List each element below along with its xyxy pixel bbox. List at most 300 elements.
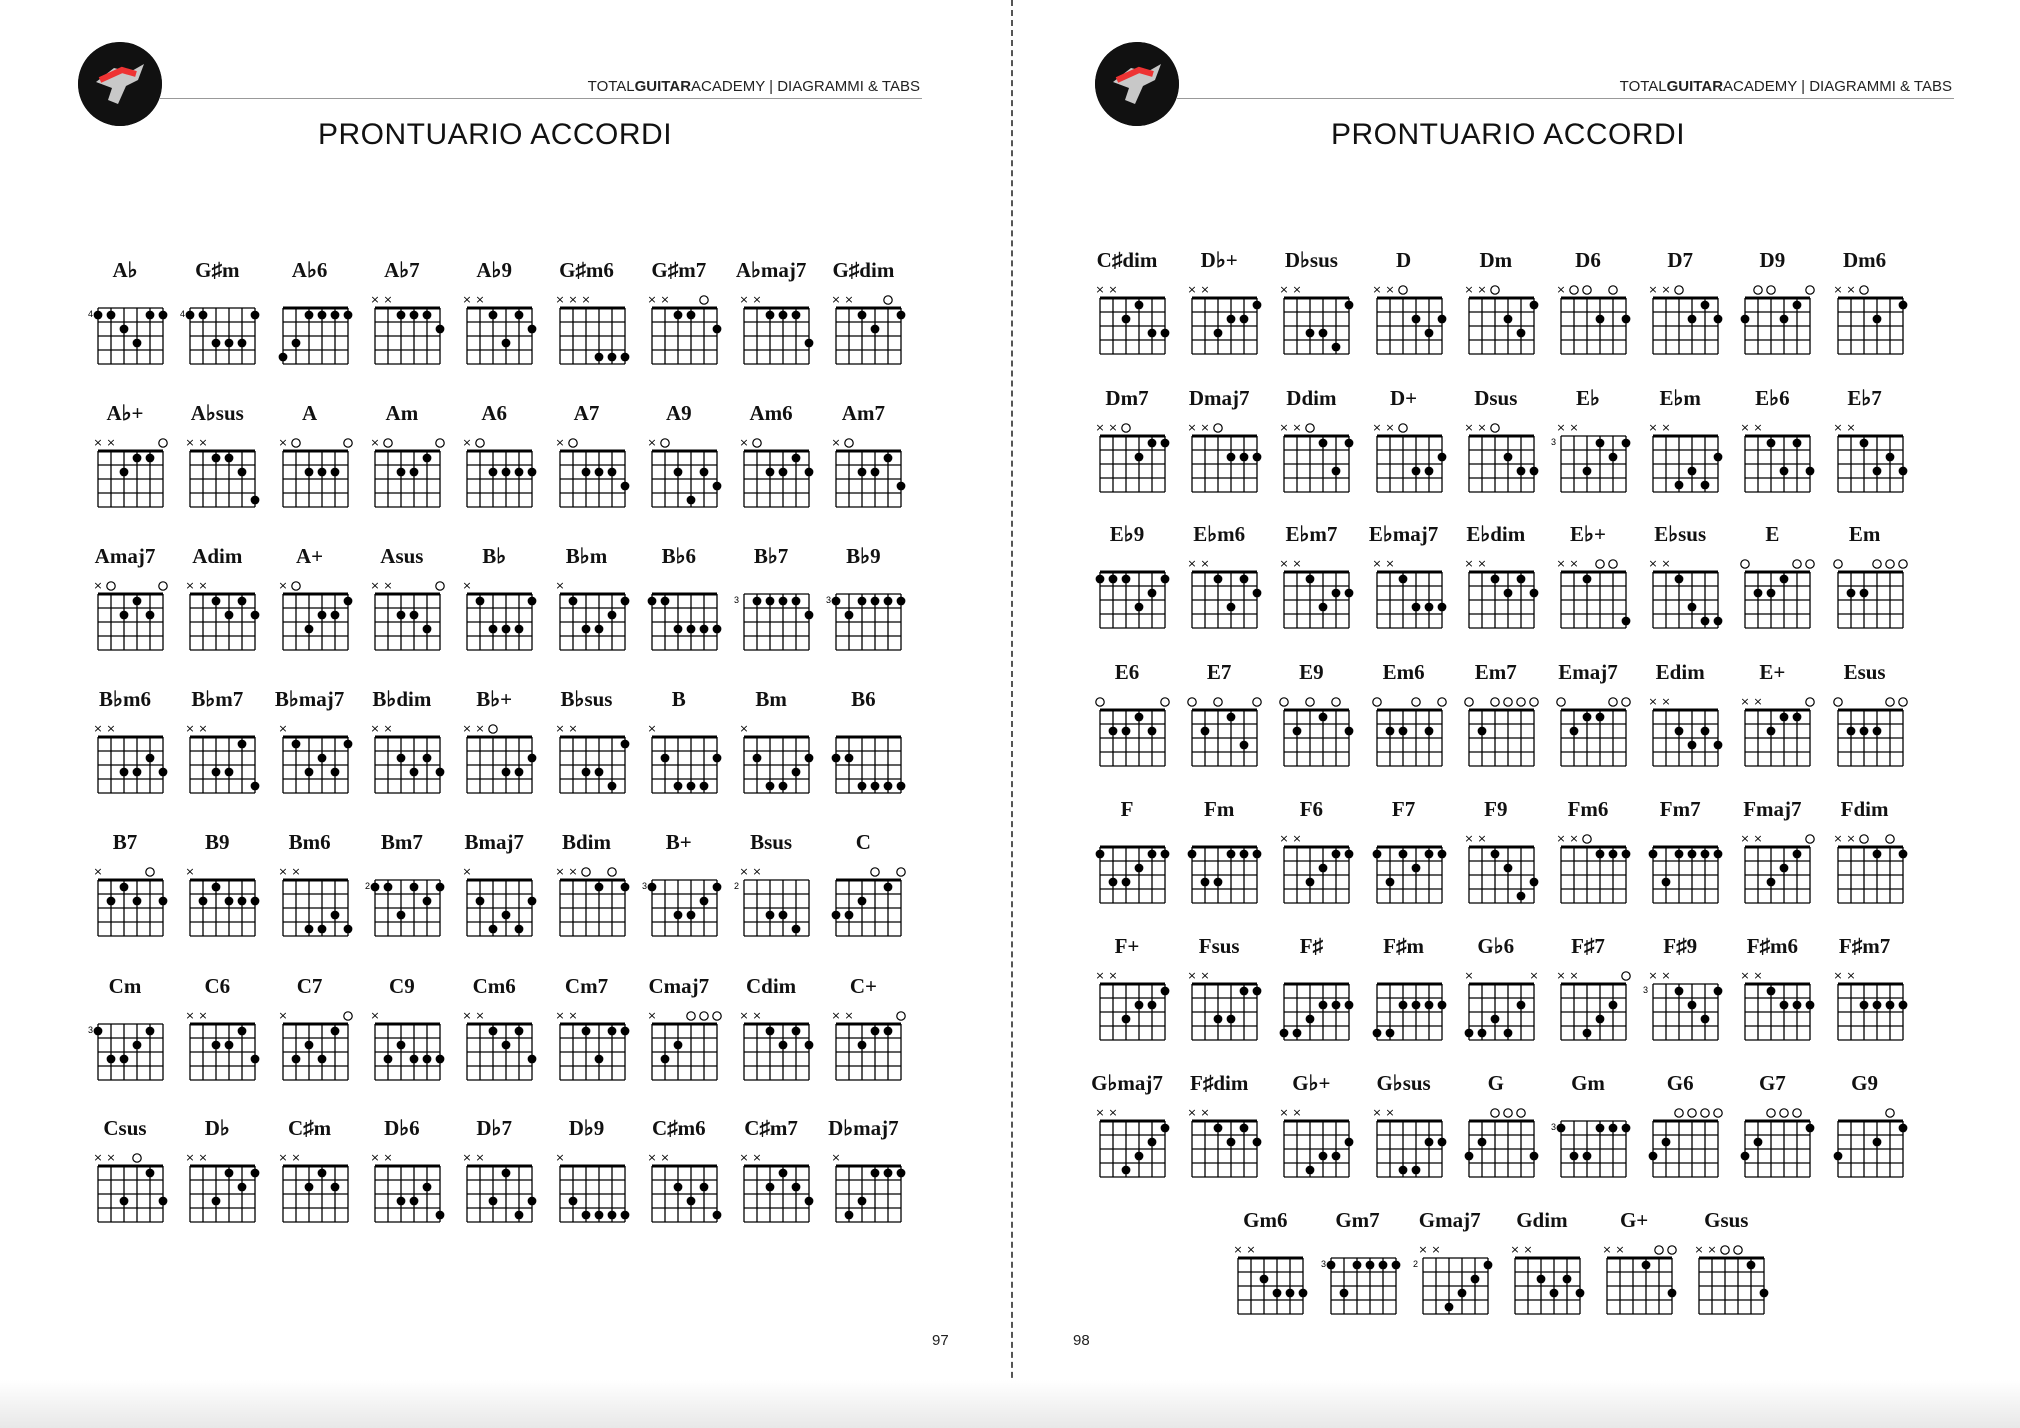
muted-string-mark: × (277, 436, 288, 449)
muted-string-mark: × (1661, 695, 1671, 708)
chord-fretboard (634, 715, 724, 815)
finger-dot (712, 625, 721, 634)
muted-string-mark: × (1095, 421, 1105, 434)
finger-dot (1352, 1261, 1361, 1270)
open-string-mark (1609, 560, 1617, 568)
muted-string-mark: × (831, 293, 841, 306)
chord-diagram (1635, 1071, 1725, 1201)
finger-dot (1437, 1138, 1446, 1147)
muted-string-mark: × (1279, 832, 1289, 845)
muted-string-mark: × (185, 1009, 195, 1022)
chord-fretboard (1635, 688, 1725, 788)
finger-dot (1372, 1029, 1381, 1038)
muted-string-mark: × (1661, 283, 1671, 296)
finger-dot (251, 496, 260, 505)
chord-diagram (726, 687, 816, 817)
finger-dot (1793, 1001, 1802, 1010)
chord-fretboard (1405, 1236, 1495, 1336)
open-string-mark (1253, 698, 1261, 706)
chord-diagram (357, 258, 447, 388)
chord-fretboard (1543, 825, 1633, 925)
finger-dot (1319, 603, 1328, 612)
header-brand (588, 78, 920, 95)
finger-dot (1398, 1001, 1407, 1010)
chord-diagram (726, 830, 816, 960)
finger-dot (396, 1197, 405, 1206)
chord-name: G♭maj7 (1091, 1071, 1163, 1095)
chord-diagram (1082, 522, 1172, 652)
chord-name: Em7 (1474, 660, 1517, 684)
muted-string-mark: × (1200, 283, 1210, 296)
chord-name: B♭m (565, 544, 608, 568)
finger-dot (1754, 589, 1763, 598)
finger-dot (1188, 850, 1197, 859)
finger-dot (1135, 453, 1144, 462)
chord-diagram (265, 1116, 355, 1246)
muted-string-mark: × (198, 579, 208, 592)
finger-dot (1293, 1029, 1302, 1038)
chord-fretboard (449, 286, 539, 386)
muted-string-mark: × (1418, 1243, 1428, 1256)
muted-string-mark: × (831, 1009, 841, 1022)
chord-name: F♯m7 (1838, 934, 1891, 958)
finger-dot (1767, 987, 1776, 996)
finger-dot (1444, 1303, 1453, 1312)
muted-string-mark: × (1292, 421, 1302, 434)
finger-dot (1516, 575, 1525, 584)
finger-dot (212, 454, 221, 463)
finger-dot (1516, 329, 1525, 338)
muted-string-mark: × (1832, 832, 1843, 845)
finger-dot (330, 311, 339, 320)
chord-name: E♭+ (1570, 522, 1606, 546)
chord-fretboard (1220, 1236, 1310, 1336)
chord-name: F9 (1484, 797, 1508, 821)
open-string-mark (133, 1154, 141, 1162)
chord-name: B♭m6 (99, 687, 151, 711)
finger-dot (832, 911, 841, 920)
chord-diagram (1451, 797, 1541, 927)
finger-dot (409, 1197, 418, 1206)
finger-dot (1319, 864, 1328, 873)
fret-number: 3 (826, 595, 832, 605)
finger-dot (647, 883, 656, 892)
muted-string-mark: × (462, 722, 472, 735)
finger-dot (1227, 1015, 1236, 1024)
chord-diagram (357, 830, 447, 960)
chord-fretboard (449, 715, 539, 815)
chord-name: B♭dim (372, 687, 432, 711)
muted-string-mark: × (370, 436, 380, 449)
finger-dot (212, 883, 221, 892)
finger-dot (779, 311, 788, 320)
chord-fretboard (449, 858, 539, 958)
finger-dot (1688, 1001, 1697, 1010)
finger-dot (805, 468, 814, 477)
chord-name: C+ (849, 974, 877, 998)
page-98 (1015, 0, 2020, 1428)
muted-string-mark: × (1279, 421, 1289, 434)
muted-string-mark: × (1661, 969, 1671, 982)
finger-dot (699, 1183, 708, 1192)
finger-dot (699, 782, 708, 791)
chord-fretboard (1082, 276, 1172, 376)
chord-diagram (172, 687, 262, 817)
finger-dot (1596, 439, 1605, 448)
fret-number: 3 (1320, 1259, 1326, 1269)
chord-diagram (1543, 248, 1633, 378)
finger-dot (1227, 713, 1236, 722)
muted-string-mark: × (93, 436, 103, 449)
finger-dot (607, 611, 616, 620)
muted-string-mark: × (1464, 283, 1474, 296)
muted-string-mark: × (1832, 421, 1843, 434)
open-string-mark (1859, 835, 1867, 843)
chord-fretboard (265, 1144, 355, 1244)
chord-name: B6 (851, 687, 876, 711)
finger-dot (660, 1055, 669, 1064)
finger-dot (1503, 453, 1512, 462)
open-string-mark (1793, 560, 1801, 568)
chord-fretboard (1313, 1236, 1403, 1336)
chord-name: D♭ (204, 1116, 230, 1140)
finger-dot (251, 1169, 260, 1178)
finger-dot (1437, 453, 1446, 462)
finger-dot (409, 883, 418, 892)
finger-dot (1898, 1124, 1907, 1133)
chord-diagram (1359, 797, 1449, 927)
chord-fretboard (1543, 962, 1633, 1062)
muted-string-mark: × (475, 1009, 485, 1022)
chord-fretboard (1497, 1236, 1587, 1336)
chord-fretboard (1635, 1099, 1725, 1199)
finger-dot (594, 768, 603, 777)
open-string-mark (1701, 1109, 1709, 1117)
finger-dot (1457, 1289, 1466, 1298)
muted-string-mark: × (1384, 421, 1395, 434)
chord-diagram (818, 258, 908, 388)
muted-string-mark: × (739, 722, 749, 735)
finger-dot (330, 1183, 339, 1192)
chord-name: B♭sus (560, 687, 613, 711)
chord-name: Bdim (561, 830, 611, 854)
chord-diagram (449, 974, 539, 1104)
finger-dot (1536, 1275, 1545, 1284)
finger-dot (489, 311, 498, 320)
muted-string-mark: × (462, 579, 472, 592)
finger-dot (1609, 1001, 1618, 1010)
muted-string-mark: × (1569, 832, 1579, 845)
chord-name: C9 (389, 974, 415, 998)
muted-string-mark: × (93, 1151, 103, 1164)
finger-dot (766, 311, 775, 320)
chord-diagram (1820, 1071, 1910, 1201)
fret-number: 3 (734, 595, 740, 605)
open-string-mark (1622, 698, 1630, 706)
brand-bold: GUITAR (1666, 78, 1724, 95)
finger-dot (766, 911, 775, 920)
finger-dot (1529, 589, 1538, 598)
chord-diagram (1820, 248, 1910, 378)
finger-dot (792, 768, 801, 777)
finger-dot (779, 1169, 788, 1178)
chord-name: E♭7 (1847, 386, 1882, 410)
open-string-mark (1583, 286, 1591, 294)
finger-dot (1780, 864, 1789, 873)
finger-dot (1872, 467, 1881, 476)
finger-dot (712, 754, 721, 763)
finger-dot (1253, 1138, 1262, 1147)
fret-number: 4 (87, 309, 93, 319)
finger-dot (528, 897, 537, 906)
muted-string-mark: × (1292, 1106, 1302, 1119)
finger-dot (1754, 1138, 1763, 1147)
chord-fretboard (172, 715, 262, 815)
chord-fretboard (1543, 688, 1633, 788)
chord-fretboard (1451, 962, 1541, 1062)
finger-dot (581, 625, 590, 634)
chord-fretboard (634, 1144, 724, 1244)
finger-dot (383, 883, 392, 892)
page-title: PRONTUARIO ACCORDI (1331, 118, 1686, 151)
finger-dot (225, 1041, 234, 1050)
finger-dot (1148, 727, 1157, 736)
chord-name: E♭sus (1654, 522, 1707, 546)
finger-dot (489, 468, 498, 477)
finger-dot (1859, 727, 1868, 736)
finger-dot (568, 1197, 577, 1206)
finger-dot (528, 597, 537, 606)
finger-dot (620, 597, 629, 606)
chord-fretboard (357, 1144, 447, 1244)
finger-dot (1780, 713, 1789, 722)
finger-dot (1161, 850, 1170, 859)
finger-dot (409, 611, 418, 620)
muted-string-mark: × (554, 722, 565, 735)
chord-diagram (1451, 660, 1541, 790)
finger-dot (251, 1055, 260, 1064)
muted-string-mark: × (1246, 1243, 1256, 1256)
finger-dot (317, 311, 326, 320)
chord-diagram (80, 830, 170, 960)
finger-dot (212, 1197, 221, 1206)
finger-dot (146, 754, 155, 763)
chord-fretboard (1174, 962, 1264, 1062)
muted-string-mark: × (370, 722, 380, 735)
finger-dot (120, 883, 129, 892)
finger-dot (1767, 727, 1776, 736)
chord-name: Gm6 (1243, 1208, 1288, 1232)
finger-dot (435, 883, 444, 892)
muted-string-mark: × (739, 436, 749, 449)
muted-string-mark: × (370, 1151, 380, 1164)
finger-dot (1570, 1152, 1579, 1161)
brand-post: ACADEMY (691, 78, 765, 95)
muted-string-mark: × (1187, 969, 1197, 982)
finger-dot (766, 1183, 775, 1192)
finger-dot (146, 1027, 155, 1036)
finger-dot (1701, 481, 1710, 490)
finger-dot (1549, 1289, 1558, 1298)
finger-dot (1793, 713, 1802, 722)
finger-dot (884, 597, 893, 606)
finger-dot (1609, 453, 1618, 462)
muted-string-mark: × (290, 1151, 301, 1164)
chord-name: A+ (296, 544, 324, 568)
finger-dot (1793, 301, 1802, 310)
finger-dot (1470, 1275, 1479, 1284)
chord-name: G♭6 (1477, 934, 1515, 958)
chord-fretboard (449, 1002, 539, 1102)
finger-dot (1240, 741, 1249, 750)
finger-dot (792, 597, 801, 606)
muted-string-mark: × (1556, 421, 1566, 434)
finger-dot (858, 311, 867, 320)
chord-name: Ddim (1286, 386, 1337, 410)
finger-dot (435, 1055, 444, 1064)
chord-diagram (1543, 386, 1633, 516)
finger-dot (489, 925, 498, 934)
chord-diagram (1082, 386, 1172, 516)
chord-fretboard (357, 858, 447, 958)
finger-dot (1148, 439, 1157, 448)
finger-dot (766, 468, 775, 477)
open-string-mark (1214, 698, 1222, 706)
finger-dot (225, 1169, 234, 1178)
finger-dot (1345, 1138, 1354, 1147)
fret-number: 2 (364, 881, 370, 891)
chord-name: Em (1848, 522, 1881, 546)
chord-fretboard (1820, 825, 1910, 925)
finger-dot (1240, 987, 1249, 996)
finger-dot (1688, 603, 1697, 612)
chord-diagram (542, 830, 632, 960)
finger-dot (225, 339, 234, 348)
chord-fretboard (80, 1002, 170, 1102)
finger-dot (1490, 575, 1499, 584)
finger-dot (1529, 301, 1538, 310)
finger-dot (343, 597, 352, 606)
finger-dot (409, 768, 418, 777)
chord-fretboard (542, 858, 632, 958)
muted-string-mark: × (1569, 557, 1579, 570)
chord-diagram (265, 401, 355, 531)
open-string-mark (1504, 698, 1512, 706)
open-string-mark (1767, 1109, 1775, 1117)
muted-string-mark: × (1569, 421, 1579, 434)
chord-diagram (1820, 386, 1910, 516)
chord-diagram (634, 401, 724, 531)
chord-name: C♯dim (1096, 248, 1158, 272)
finger-dot (1701, 727, 1710, 736)
chord-fretboard (1359, 414, 1449, 514)
finger-dot (607, 353, 616, 362)
muted-string-mark: × (1510, 1243, 1520, 1256)
chord-fretboard (1266, 1099, 1356, 1199)
chord-fretboard (1727, 1099, 1817, 1199)
chord-name: Dm7 (1105, 386, 1149, 410)
finger-dot (186, 311, 195, 320)
chord-fretboard (1082, 1099, 1172, 1199)
finger-dot (1596, 1124, 1605, 1133)
chord-fretboard (1820, 962, 1910, 1062)
chord-fretboard (1451, 276, 1541, 376)
finger-dot (620, 740, 629, 749)
finger-dot (502, 468, 511, 477)
muted-string-mark: × (1371, 1106, 1382, 1119)
muted-string-mark: × (1233, 1243, 1243, 1256)
chord-name: Am7 (841, 401, 885, 425)
open-string-mark (1437, 698, 1445, 706)
chord-fretboard (80, 286, 170, 386)
finger-dot (1767, 878, 1776, 887)
muted-string-mark: × (475, 1151, 485, 1164)
finger-dot (1365, 1261, 1374, 1270)
chord-diagram (542, 974, 632, 1104)
muted-string-mark: × (1694, 1243, 1704, 1256)
chord-name: E♭dim (1466, 522, 1526, 546)
open-string-mark (1570, 286, 1578, 294)
chord-name: A (302, 401, 318, 425)
finger-dot (792, 1183, 801, 1192)
finger-dot (1477, 1138, 1486, 1147)
muted-string-mark: × (93, 579, 103, 592)
chord-name: F♯dim (1190, 1071, 1249, 1095)
chord-name: Dm6 (1843, 248, 1887, 272)
open-string-mark (1859, 286, 1867, 294)
finger-dot (871, 325, 880, 334)
finger-dot (515, 625, 524, 634)
finger-dot (1398, 727, 1407, 736)
finger-dot (845, 911, 854, 920)
chord-name: Dm (1479, 248, 1513, 272)
finger-dot (1122, 727, 1131, 736)
chord-name: Amaj7 (94, 544, 156, 568)
muted-string-mark: × (1753, 695, 1763, 708)
finger-dot (317, 468, 326, 477)
open-string-mark (1714, 1109, 1722, 1117)
finger-dot (607, 782, 616, 791)
muted-string-mark: × (1615, 1243, 1625, 1256)
open-string-mark (1596, 560, 1604, 568)
finger-dot (1345, 439, 1354, 448)
chord-diagram (1635, 522, 1725, 652)
chord-diagram (172, 401, 262, 531)
finger-dot (1516, 1001, 1525, 1010)
finger-dot (120, 468, 129, 477)
chord-diagram (357, 687, 447, 817)
muted-string-mark: × (647, 1151, 657, 1164)
muted-string-mark: × (1371, 421, 1382, 434)
finger-dot (291, 740, 300, 749)
chord-diagram (1727, 1071, 1817, 1201)
finger-dot (1424, 727, 1433, 736)
finger-dot (1885, 453, 1894, 462)
finger-dot (251, 897, 260, 906)
muted-string-mark: × (1187, 283, 1197, 296)
chord-name: Fm6 (1567, 797, 1609, 821)
finger-dot (199, 311, 208, 320)
finger-dot (1649, 850, 1658, 859)
chord-name: B♭9 (846, 544, 881, 568)
finger-dot (1306, 1166, 1315, 1175)
chord-name: A♭ (112, 258, 138, 282)
open-string-mark (1609, 286, 1617, 294)
chord-diagram (542, 401, 632, 531)
chord-diagram (265, 687, 355, 817)
open-string-mark (476, 439, 484, 447)
finger-dot (1096, 850, 1105, 859)
